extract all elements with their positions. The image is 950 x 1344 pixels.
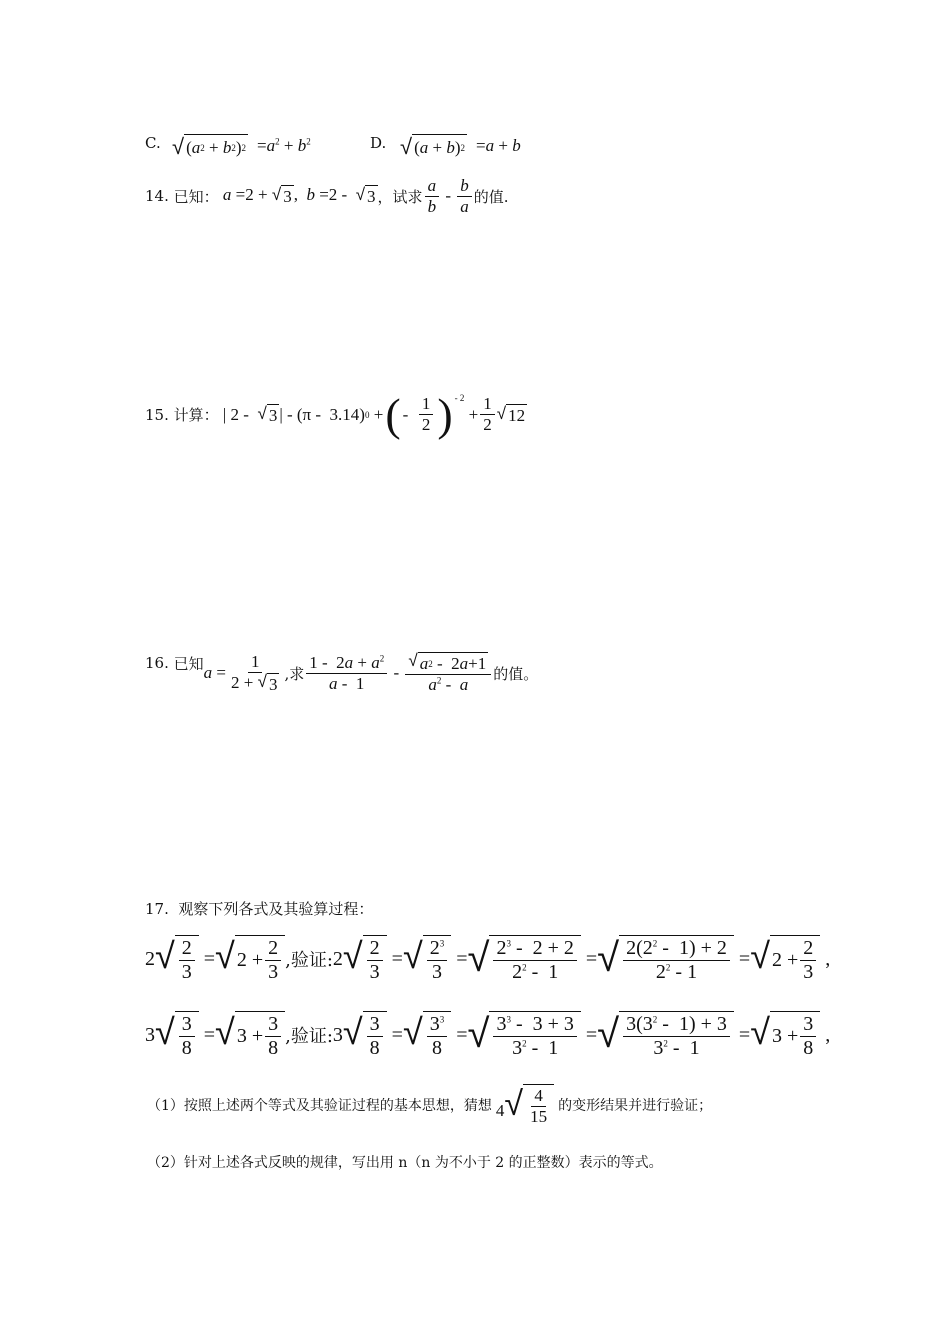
q14: 14. 已知： a =2 + √ 3 , b =2 - √ 3 ， 试求 $\frac{a}{b}$ - $\frac{b}{a}$ 的值. xyxy=(145,176,509,216)
q16-number: 16. xyxy=(145,654,169,673)
q17-part1-text: （1）按照上述两个等式及其验证过程的基本思想，猜想 xyxy=(147,1098,492,1115)
q17-part-2 xyxy=(147,1152,663,1172)
q15-expr: | 2 - √ 3 | - (π - 3.14) 0 + ( - $\frac{1}{2}$ ) $^{- 2}$ + $\frac{1}{2}$ √ 12 xyxy=(218,389,526,440)
q17-equation-1: 2 √ $\frac{2}{3}$ = √ 2 + $\frac{2}{3}$ ,验证: 2 √ $\frac{2}{3}$ = √ $\frac{2^3}{3}$ = √ $\frac{2^3 - 2 + 2}{2^2 - 1}$ = √ $\frac{2(2^2 - 1) + 2}{2^2 - 1}$ = √ 2 + $\frac{2}{3}$ , xyxy=(145,934,831,983)
option-d-label: D. xyxy=(370,134,387,152)
q15 xyxy=(145,388,527,441)
verify-label-2: ,验证: xyxy=(285,1026,333,1047)
q17-equation-2: 3 √ $\frac{3}{8}$ = √ 3 + $\frac{3}{8}$ ,验证: 3 √ $\frac{3}{8}$ = √ $\frac{3^3}{8}$ = √ $\frac{3^3 - 3 + 3}{3^2 - 1}$ = √ $\frac{3(3^2 - 1) + 3}{3^2 - 1}$ = √ 3 + $\frac{3}{8}$ , xyxy=(145,1010,831,1059)
q13-option-c xyxy=(145,134,161,152)
q16-tail: 的值。 xyxy=(493,664,539,683)
q14-tail: 的值. xyxy=(473,187,509,206)
q14-lead: 已知： xyxy=(173,187,219,206)
q14-ask: 试求 xyxy=(392,187,423,206)
q17-heading xyxy=(145,898,373,919)
q17-part-1: （1）按照上述两个等式及其验证过程的基本思想，猜想 4 √ $\frac{4}{15}$ 的变形结果并进行验证； xyxy=(147,1084,713,1126)
q14-frac-a-b: $\frac{a}{b}$ xyxy=(425,176,440,216)
q15-lead: 计算： xyxy=(173,406,219,424)
q15-number: 15. xyxy=(145,405,169,424)
q17-part2-text: （2）针对上述各式反映的规律，写出用 n（n 为不小于 2 的正整数）表示的等式。 xyxy=(147,1155,663,1171)
q17-lead: 观察下列各式及其验算过程： xyxy=(178,900,374,918)
verify-label-1: ,验证: xyxy=(285,950,333,971)
q17-part1-tail: 的变形结果并进行验证； xyxy=(558,1098,713,1115)
option-c-label: C. xyxy=(145,134,161,152)
q13-option-d xyxy=(370,134,386,152)
q13-option-d-expr: √ ( a + b ) 2 =a + b xyxy=(400,135,521,160)
q14-frac-b-a: $\frac{b}{a}$ xyxy=(457,176,472,216)
q13-option-c-expr: √ ( a 2 + b 2 ) 2 $=a^2 + b^2$ xyxy=(172,135,311,160)
q16-lead: 已知 xyxy=(173,654,204,673)
q16-ask: ,求 xyxy=(284,664,305,683)
q14-a-def: a =2 + √ 3 , b =2 - √ 3 xyxy=(222,185,376,207)
q17-number: 17. xyxy=(145,900,169,918)
q14-number: 14. xyxy=(145,187,169,206)
q16: 16. 已知 a = 1 2 + √ 3 ,求 $\frac{1 - 2a + a^2}{a - 1}$ - √ a 2 - 2 a +1 $a^2$ - a 的值。 xyxy=(145,651,539,694)
